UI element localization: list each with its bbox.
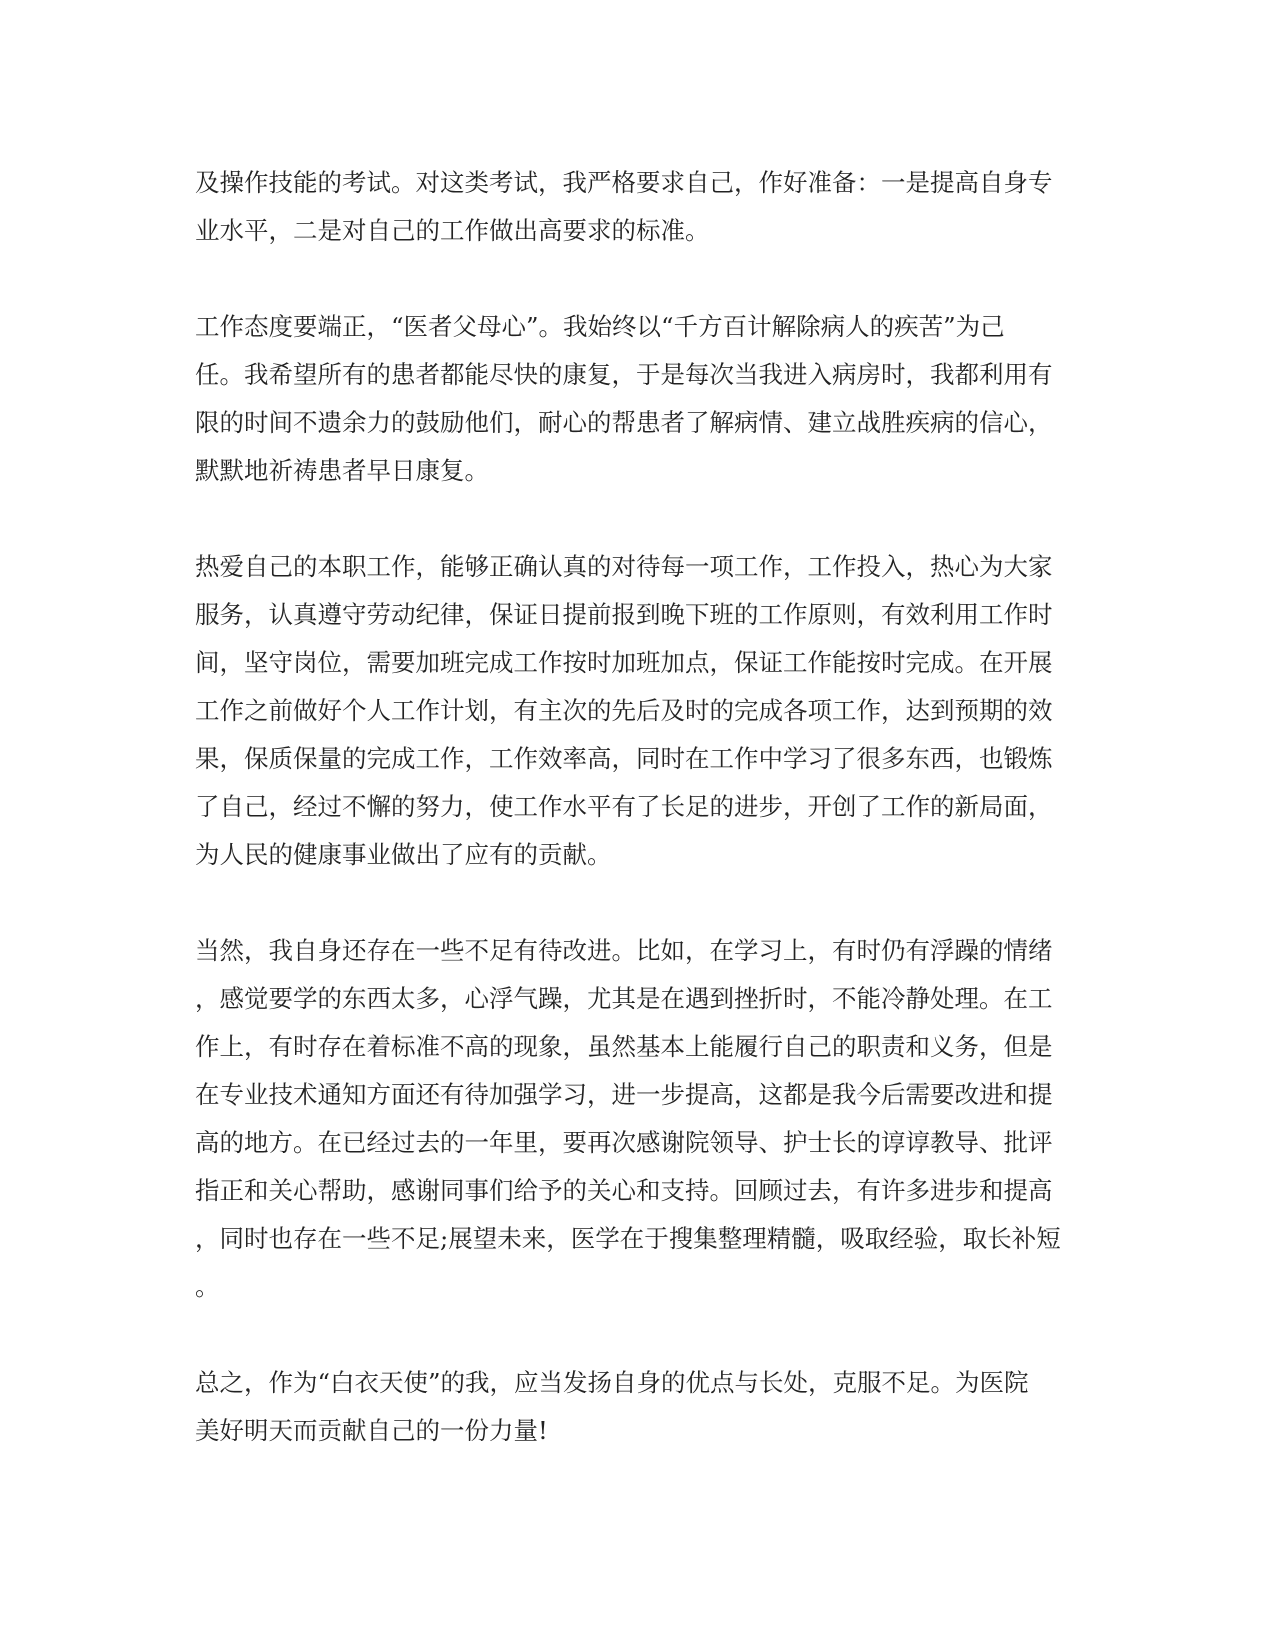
text-line: 当然，我自身还存在一些不足有待改进。比如，在学习上，有时仍有浮躁的情绪 <box>195 936 1053 965</box>
text-line: 任。我希望所有的患者都能尽快的康复，于是每次当我进入病房时，我都利用有 <box>195 360 1053 389</box>
text-line: ，感觉要学的东西太多，心浮气躁，尤其是在遇到挫折时，不能冷静处理。在工 <box>195 984 1053 1013</box>
text-line: 为人民的健康事业做出了应有的贡献。 <box>195 840 612 869</box>
text-line: 默默地祈祷患者早日康复。 <box>195 456 489 485</box>
paragraph-shortcomings <box>195 927 1075 1311</box>
text-line: 业水平，二是对自己的工作做出高要求的标准。 <box>195 216 710 245</box>
text-line: 高的地方。在已经过去的一年里，要再次感谢院领导、护士长的谆谆教导、批评 <box>195 1128 1053 1157</box>
text-line: 作上，有时存在着标准不高的现象，虽然基本上能履行自己的职责和义务，但是 <box>195 1032 1053 1061</box>
text-line: 总之，作为“白衣天使”的我，应当发扬自身的优点与长处，克服不足。为医院 <box>195 1368 1029 1397</box>
paragraph-dedication <box>195 543 1075 879</box>
text-line: 及操作技能的考试。对这类考试，我严格要求自己，作好准备：一是提高自身专 <box>195 168 1053 197</box>
text-line: 工作态度要端正，“医者父母心”。我始终以“千方百计解除病人的疾苦”为己 <box>195 312 1005 341</box>
text-line: 工作之前做好个人工作计划，有主次的先后及时的完成各项工作，达到预期的效 <box>195 696 1053 725</box>
text-line: 指正和关心帮助，感谢同事们给予的关心和支持。回顾过去，有许多进步和提高 <box>195 1176 1053 1205</box>
paragraph-conclusion <box>195 1359 1075 1455</box>
document-body <box>195 159 1075 1503</box>
text-line: 果，保质保量的完成工作，工作效率高，同时在工作中学习了很多东西，也锻炼 <box>195 744 1053 773</box>
text-line: 了自己，经过不懈的努力，使工作水平有了长足的进步，开创了工作的新局面， <box>195 792 1053 821</box>
text-line: 间，坚守岗位，需要加班完成工作按时加班加点，保证工作能按时完成。在开展 <box>195 648 1053 677</box>
text-line: ，同时也存在一些不足;展望未来，医学在于搜集整理精髓，吸取经验，取长补短 <box>195 1224 1061 1253</box>
text-line: 美好明天而贡献自己的一份力量! <box>195 1416 548 1445</box>
text-line: 在专业技术通知方面还有待加强学习，进一步提高，这都是我今后需要改进和提 <box>195 1080 1053 1109</box>
text-line: 限的时间不遗余力的鼓励他们，耐心的帮患者了解病情、建立战胜疾病的信心， <box>195 408 1053 437</box>
text-line: 服务，认真遵守劳动纪律，保证日提前报到晚下班的工作原则，有效利用工作时 <box>195 600 1053 629</box>
paragraph-exam-preparation <box>195 159 1075 255</box>
text-line: 热爱自己的本职工作，能够正确认真的对待每一项工作，工作投入，热心为大家 <box>195 552 1053 581</box>
paragraph-work-attitude <box>195 303 1075 495</box>
text-line: 。 <box>195 1272 220 1301</box>
